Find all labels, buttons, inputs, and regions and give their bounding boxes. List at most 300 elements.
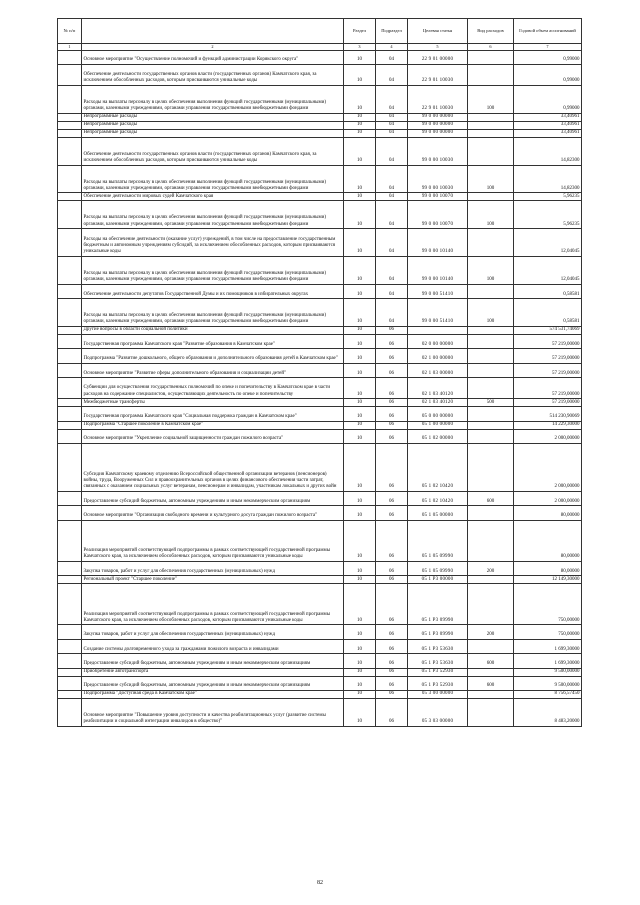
row-razdel-cell: 10 [344, 506, 376, 520]
row-podrazdel-cell: 06 [376, 421, 408, 429]
row-sum-cell: 514 230,90069 [514, 407, 582, 421]
table-row [58, 334, 582, 348]
row-razdel-cell: 10 [344, 326, 376, 334]
table-row [58, 520, 582, 561]
row-razdel-cell: 10 [344, 429, 376, 443]
row-podrazdel-cell: 04 [376, 165, 408, 193]
row-cs-cell: 02 0 00 00000 [408, 334, 468, 348]
row-sum-cell: 80,00000 [514, 520, 582, 561]
row-sum-cell: 2 000,00000 [514, 429, 582, 443]
row-podrazdel-cell: 04 [376, 229, 408, 257]
row-razdel-cell: 10 [344, 654, 376, 668]
row-podrazdel-cell: 06 [376, 690, 408, 698]
row-razdel-cell: 10 [344, 299, 376, 327]
row-podrazdel-cell: 06 [376, 698, 408, 726]
row-name-cell: Межбюджетные трансферты [82, 399, 344, 407]
row-razdel-cell: 10 [344, 334, 376, 348]
row-podrazdel-cell: 06 [376, 520, 408, 561]
row-name-cell: Обеспечение деятельности государственных органов власти (государственных органов) Камчатского края, за исключением обособленных расходов, которым присваиваются уникальные коды [82, 64, 344, 85]
row-cs-cell: 02 1 03 40120 [408, 399, 468, 407]
table-row [58, 421, 582, 429]
row-sum-cell: 57 219,00000 [514, 334, 582, 348]
row-vr-cell [468, 429, 514, 443]
row-sum-cell: 14 229,30000 [514, 421, 582, 429]
row-number-cell [58, 668, 82, 676]
row-number-cell [58, 113, 82, 121]
table-row [58, 121, 582, 129]
row-vr-cell [468, 668, 514, 676]
row-cs-cell [408, 326, 468, 334]
budget-sheet [57, 18, 581, 727]
table-row [58, 86, 582, 114]
row-sum-cell: 57 219,00000 [514, 363, 582, 377]
row-podrazdel-cell: 06 [376, 584, 408, 625]
row-podrazdel-cell: 06 [376, 676, 408, 690]
row-vr-cell: 600 [468, 491, 514, 505]
row-name-cell: Обеспечение деятельности мировых судей Камчатского края [82, 193, 344, 201]
row-razdel-cell: 10 [344, 256, 376, 284]
row-podrazdel-cell: 06 [376, 491, 408, 505]
row-podrazdel-cell: 06 [376, 506, 408, 520]
row-sum-cell: 574 531,74069 [514, 326, 582, 334]
row-name-cell: Предоставление субсидий бюджетным, автономным учреждениям и иным некоммерческим организациям [82, 676, 344, 690]
row-sum-cell: 750,00000 [514, 625, 582, 639]
row-sum-cell: 12,04045 [514, 256, 582, 284]
budget-table [57, 18, 582, 727]
row-number-cell [58, 690, 82, 698]
header-podrazdel: Подраздел [376, 19, 408, 44]
table-row [58, 64, 582, 85]
table-row [58, 576, 582, 584]
row-name-cell: Непрограммные расходы [82, 121, 344, 129]
row-razdel-cell: 10 [344, 193, 376, 201]
row-name-cell: Другие вопросы в области социальной политики [82, 326, 344, 334]
row-number-cell [58, 165, 82, 193]
row-name-cell: Реализация мероприятий соответствующей подпрограммы в рамках соответствующей государственной программы Камчатского края, за исключением обособленных расходов, которым присваиваются уникальные коды [82, 584, 344, 625]
row-vr-cell [468, 334, 514, 348]
table-row [58, 349, 582, 363]
row-vr-cell: 100 [468, 86, 514, 114]
table-row [58, 668, 582, 676]
row-number-cell [58, 137, 82, 165]
row-sum-cell: 0,99000 [514, 86, 582, 114]
row-cs-cell: 05 1 P3 53630 [408, 639, 468, 653]
row-cs-cell: 05 1 05 00000 [408, 506, 468, 520]
row-vr-cell: 100 [468, 256, 514, 284]
row-razdel-cell: 10 [344, 421, 376, 429]
row-cs-cell: 22 9 01 00000 [408, 50, 468, 64]
row-name-cell: Предоставление субсидий бюджетным, автономным учреждениям и иным некоммерческим организациям [82, 491, 344, 505]
row-podrazdel-cell: 04 [376, 86, 408, 114]
row-vr-cell [468, 443, 514, 491]
row-razdel-cell: 10 [344, 284, 376, 298]
row-number-cell [58, 421, 82, 429]
row-cs-cell: 22 9 01 10030 [408, 64, 468, 85]
row-sum-cell: 14,82300 [514, 165, 582, 193]
header-sum: Годовой объем ассигнований [514, 19, 582, 44]
row-razdel-cell: 10 [344, 378, 376, 399]
row-number-cell [58, 121, 82, 129]
row-name-cell: Расходы на выплаты персоналу в целях обеспечения выполнения функций государственными (муниципальными) органами, казенными учреждениями, органами управления государственными внебюджетными фондами [82, 256, 344, 284]
row-razdel-cell: 10 [344, 676, 376, 690]
row-cs-cell: 99 0 00 00000 [408, 129, 468, 137]
row-sum-cell: 2 000,00000 [514, 491, 582, 505]
row-sum-cell: 0,58581 [514, 284, 582, 298]
row-number-cell [58, 429, 82, 443]
row-name-cell: Расходы на выплаты персоналу в целях обеспечения выполнения функций государственными (муниципальными) органами, казенными учреждениями, органами управления государственными внебюджетными фондами [82, 299, 344, 327]
row-vr-cell [468, 520, 514, 561]
row-podrazdel-cell: 06 [376, 399, 408, 407]
row-name-cell: Расходы на выплаты персоналу в целях обеспечения выполнения функций государственными (муниципальными) органами, казенными учреждениями, органами управления государственными внебюджетными фондами [82, 201, 344, 229]
row-name-cell: Обеспечение деятельности государственных органов власти (государственных органов) Камчатского края, за исключением обособленных расходов, которым присваиваются уникальные коды [82, 137, 344, 165]
row-number-cell [58, 284, 82, 298]
row-sum-cell: 80,00000 [514, 506, 582, 520]
row-sum-cell: 5,96235 [514, 193, 582, 201]
row-cs-cell: 05 3 00 00000 [408, 690, 468, 698]
header-no: № п/п [58, 19, 82, 44]
row-number-cell [58, 326, 82, 334]
row-podrazdel-cell: 06 [376, 639, 408, 653]
row-vr-cell [468, 421, 514, 429]
row-sum-cell: 2 000,00000 [514, 443, 582, 491]
row-name-cell: Основное мероприятие "Повышение уровня доступности и качества реабилитационных услуг (развитие системы реабилитации и социальной интеграции инвалидов в общество)" [82, 698, 344, 726]
row-vr-cell [468, 284, 514, 298]
row-podrazdel-cell: 04 [376, 64, 408, 85]
row-number-cell [58, 576, 82, 584]
table-row [58, 676, 582, 690]
row-number-cell [58, 229, 82, 257]
row-name-cell: Реализация мероприятий соответствующей подпрограммы в рамках соответствующей государственной программы Камчатского края, за исключением обособленных расходов, которым присваиваются уникальные коды [82, 520, 344, 561]
row-vr-cell [468, 121, 514, 129]
table-row [58, 193, 582, 201]
row-podrazdel-cell: 06 [376, 378, 408, 399]
row-name-cell: Региональный проект "Старшее поколение" [82, 576, 344, 584]
row-number-cell [58, 491, 82, 505]
row-razdel-cell: 10 [344, 690, 376, 698]
row-name-cell: Расходы на выплаты персоналу в целях обеспечения выполнения функций государственными (муниципальными) органами, казенными учреждениями, органами управления государственными внебюджетными фондами [82, 86, 344, 114]
row-vr-cell: 600 [468, 654, 514, 668]
row-cs-cell: 99 0 00 10030 [408, 137, 468, 165]
row-sum-cell: 12,04045 [514, 229, 582, 257]
row-name-cell: Подпрограмма "Старшее поколение в Камчатском крае" [82, 421, 344, 429]
row-vr-cell: 200 [468, 561, 514, 575]
row-cs-cell: 05 1 P3 52930 [408, 676, 468, 690]
row-sum-cell: 0,99000 [514, 64, 582, 85]
row-vr-cell [468, 584, 514, 625]
row-podrazdel-cell: 06 [376, 576, 408, 584]
row-sum-cell: 1 699,30000 [514, 639, 582, 653]
row-vr-cell [468, 64, 514, 85]
row-name-cell: Непрограммные расходы [82, 113, 344, 121]
row-vr-cell: 500 [468, 399, 514, 407]
table-row [58, 378, 582, 399]
row-cs-cell: 99 0 00 10030 [408, 165, 468, 193]
row-cs-cell: 99 0 00 00000 [408, 121, 468, 129]
table-row [58, 584, 582, 625]
row-sum-cell: 9 500,00000 [514, 668, 582, 676]
row-cs-cell: 05 1 05 09990 [408, 561, 468, 575]
row-vr-cell [468, 378, 514, 399]
row-podrazdel-cell: 06 [376, 334, 408, 348]
row-name-cell: Основное мероприятие "Организация свободного времени и культурного досуга граждан пожилого возраста" [82, 506, 344, 520]
row-razdel-cell: 10 [344, 86, 376, 114]
row-razdel-cell: 10 [344, 698, 376, 726]
header-num-5: 5 [408, 43, 468, 50]
row-podrazdel-cell: 04 [376, 129, 408, 137]
row-name-cell: Основное мероприятие "Укрепление социальной защищенности граждан пожилого возраста" [82, 429, 344, 443]
row-vr-cell [468, 698, 514, 726]
row-number-cell [58, 625, 82, 639]
row-cs-cell: 22 9 01 10030 [408, 86, 468, 114]
row-name-cell: Закупка товаров, работ и услуг для обеспечения государственных (муниципальных) нужд [82, 561, 344, 575]
row-vr-cell [468, 363, 514, 377]
row-podrazdel-cell: 06 [376, 625, 408, 639]
row-sum-cell: 8 483,20000 [514, 698, 582, 726]
table-row [58, 654, 582, 668]
row-cs-cell: 05 1 05 09990 [408, 520, 468, 561]
table-row [58, 326, 582, 334]
row-name-cell: Закупка товаров, работ и услуг для обеспечения государственных (муниципальных) нужд [82, 625, 344, 639]
row-number-cell [58, 256, 82, 284]
row-vr-cell [468, 639, 514, 653]
table-row [58, 50, 582, 64]
row-number-cell [58, 86, 82, 114]
header-name [82, 19, 344, 44]
row-cs-cell: 02 1 03 00000 [408, 363, 468, 377]
row-vr-cell [468, 326, 514, 334]
row-podrazdel-cell: 04 [376, 299, 408, 327]
header-razdel: Раздел [344, 19, 376, 44]
row-cs-cell: 05 1 P3 00000 [408, 576, 468, 584]
row-sum-cell: 33,40961 [514, 129, 582, 137]
row-cs-cell: 99 0 00 51410 [408, 284, 468, 298]
row-number-cell [58, 299, 82, 327]
row-vr-cell [468, 506, 514, 520]
table-row [58, 399, 582, 407]
row-number-cell [58, 407, 82, 421]
row-podrazdel-cell: 06 [376, 443, 408, 491]
row-sum-cell: 33,40961 [514, 121, 582, 129]
table-row [58, 113, 582, 121]
table-row [58, 561, 582, 575]
row-razdel-cell: 10 [344, 363, 376, 377]
row-cs-cell: 99 0 00 10140 [408, 229, 468, 257]
row-cs-cell: 05 3 03 00000 [408, 698, 468, 726]
row-sum-cell: 80,00000 [514, 561, 582, 575]
row-vr-cell [468, 50, 514, 64]
row-podrazdel-cell: 06 [376, 326, 408, 334]
row-number-cell [58, 129, 82, 137]
row-vr-cell [468, 129, 514, 137]
table-row [58, 229, 582, 257]
row-podrazdel-cell: 04 [376, 201, 408, 229]
row-razdel-cell: 10 [344, 349, 376, 363]
row-cs-cell: 05 1 00 00000 [408, 421, 468, 429]
row-razdel-cell: 10 [344, 137, 376, 165]
row-vr-cell [468, 690, 514, 698]
row-razdel-cell: 10 [344, 407, 376, 421]
header-vr: Вид расходов [468, 19, 514, 44]
table-row [58, 698, 582, 726]
row-name-cell: Создание системы долговременного ухода за гражданами пожилого возраста и инвалидами [82, 639, 344, 653]
row-sum-cell: 33,40961 [514, 113, 582, 121]
row-podrazdel-cell: 04 [376, 256, 408, 284]
row-podrazdel-cell: 06 [376, 407, 408, 421]
row-sum-cell: 0,99000 [514, 50, 582, 64]
row-vr-cell [468, 407, 514, 421]
row-razdel-cell: 10 [344, 639, 376, 653]
row-name-cell: Предоставление субсидий бюджетным, автономным учреждениям и иным некоммерческим организациям [82, 654, 344, 668]
row-razdel-cell: 10 [344, 443, 376, 491]
row-vr-cell: 100 [468, 299, 514, 327]
row-razdel-cell: 10 [344, 584, 376, 625]
table-row [58, 690, 582, 698]
row-cs-cell: 05 1 02 10420 [408, 491, 468, 505]
row-name-cell: Государственная программа Камчатского края "Развитие образования в Камчатском крае" [82, 334, 344, 348]
row-name-cell: Субсидия Камчатскому краевому отделению Всероссийской общественной организации ветеранов (пенсионеров) войны, труда, Вооруженных Сил и правоохранительных органов в целях финансового обеспечения части затрат, связанных с оказанием социальных услуг ветеранам, пенсионерам и инвалидам, участникам локальных и других войн [82, 443, 344, 491]
row-sum-cell: 14,82300 [514, 137, 582, 165]
row-razdel-cell: 10 [344, 121, 376, 129]
row-vr-cell [468, 113, 514, 121]
row-number-cell [58, 363, 82, 377]
table-row [58, 256, 582, 284]
row-vr-cell: 100 [468, 165, 514, 193]
row-cs-cell: 05 1 02 10420 [408, 443, 468, 491]
table-row [58, 201, 582, 229]
row-podrazdel-cell: 06 [376, 349, 408, 363]
table-row [58, 165, 582, 193]
row-vr-cell: 600 [468, 676, 514, 690]
row-cs-cell: 02 1 00 00000 [408, 349, 468, 363]
row-vr-cell: 100 [468, 201, 514, 229]
row-sum-cell: 5,96235 [514, 201, 582, 229]
table-row [58, 284, 582, 298]
table-row [58, 363, 582, 377]
row-cs-cell: 99 0 00 00000 [408, 113, 468, 121]
row-name-cell: Расходы на обеспечение деятельности (оказание услуг) учреждений, в том числе на предоставление государственным бюджетным и автономным учреждениям субсидий, за исключением обособленных расходов, которым присваиваются уникальные коды [82, 229, 344, 257]
row-razdel-cell: 10 [344, 520, 376, 561]
row-name-cell: Субвенции для осуществления государственных полномочий по опеке и попечительству в Камчатском крае в части расходов на содержание специалистов, осуществляющих деятельность по опеке и попечительству [82, 378, 344, 399]
row-cs-cell: 05 0 00 00000 [408, 407, 468, 421]
table-row [58, 639, 582, 653]
row-number-cell [58, 399, 82, 407]
row-number-cell [58, 698, 82, 726]
row-sum-cell: 750,00000 [514, 584, 582, 625]
row-cs-cell: 05 1 P3 53630 [408, 654, 468, 668]
row-razdel-cell: 10 [344, 229, 376, 257]
row-name-cell: Приобретение автотранспорта [82, 668, 344, 676]
header-num-4: 4 [376, 43, 408, 50]
row-number-cell [58, 676, 82, 690]
row-vr-cell [468, 349, 514, 363]
row-cs-cell: 99 0 00 10070 [408, 193, 468, 201]
row-number-cell [58, 334, 82, 348]
row-sum-cell: 57 219,00000 [514, 349, 582, 363]
row-razdel-cell: 10 [344, 165, 376, 193]
header-num-3: 3 [344, 43, 376, 50]
row-number-cell [58, 349, 82, 363]
row-name-cell: Расходы на выплаты персоналу в целях обеспечения выполнения функций государственными (муниципальными) органами, казенными учреждениями, органами управления государственными внебюджетными фондами [82, 165, 344, 193]
row-sum-cell: 8 756,57450 [514, 690, 582, 698]
row-podrazdel-cell: 06 [376, 429, 408, 443]
row-podrazdel-cell: 04 [376, 137, 408, 165]
row-name-cell: Основное мероприятие "Осуществление полномочий и функций администрации Корякского округа" [82, 50, 344, 64]
row-cs-cell: 05 1 P3 09990 [408, 584, 468, 625]
row-razdel-cell: 10 [344, 201, 376, 229]
row-podrazdel-cell: 04 [376, 284, 408, 298]
row-cs-cell: 05 1 P3 09990 [408, 625, 468, 639]
table-row [58, 129, 582, 137]
row-name-cell: Подпрограмма "Доступная среда в Камчатском крае" [82, 690, 344, 698]
row-razdel-cell: 10 [344, 399, 376, 407]
header-num-2: 2 [82, 43, 344, 50]
row-razdel-cell: 10 [344, 64, 376, 85]
row-number-cell [58, 520, 82, 561]
header-num-1: 1 [58, 43, 82, 50]
row-vr-cell [468, 193, 514, 201]
table-row [58, 299, 582, 327]
table-row [58, 429, 582, 443]
row-number-cell [58, 506, 82, 520]
row-number-cell [58, 561, 82, 575]
row-vr-cell: 200 [468, 625, 514, 639]
row-razdel-cell: 10 [344, 625, 376, 639]
row-name-cell: Основное мероприятие "Развитие сферы дополнительного образования и социализации детей" [82, 363, 344, 377]
header-row [58, 19, 582, 44]
table-row [58, 443, 582, 491]
row-cs-cell: 99 0 00 51410 [408, 299, 468, 327]
table-row [58, 137, 582, 165]
row-cs-cell: 99 0 00 10070 [408, 201, 468, 229]
header-num-6: 6 [468, 43, 514, 50]
header-num-7: 7 [514, 43, 582, 50]
row-number-cell [58, 378, 82, 399]
row-razdel-cell: 10 [344, 668, 376, 676]
row-razdel-cell: 10 [344, 576, 376, 584]
row-sum-cell: 1 699,30000 [514, 654, 582, 668]
page-number: 82 [317, 880, 323, 886]
row-podrazdel-cell: 04 [376, 113, 408, 121]
table-row [58, 407, 582, 421]
table-row [58, 506, 582, 520]
row-razdel-cell: 10 [344, 129, 376, 137]
row-sum-cell: 0,58581 [514, 299, 582, 327]
row-number-cell [58, 639, 82, 653]
row-vr-cell [468, 576, 514, 584]
table-row [58, 625, 582, 639]
header-cs: Целевая статья [408, 19, 468, 44]
row-razdel-cell: 10 [344, 50, 376, 64]
header-number-row [58, 43, 582, 50]
row-cs-cell: 99 0 00 10140 [408, 256, 468, 284]
row-podrazdel-cell: 06 [376, 668, 408, 676]
row-number-cell [58, 443, 82, 491]
row-number-cell [58, 193, 82, 201]
row-vr-cell [468, 229, 514, 257]
row-sum-cell: 12 149,30000 [514, 576, 582, 584]
row-podrazdel-cell: 06 [376, 561, 408, 575]
row-sum-cell: 9 500,00000 [514, 676, 582, 690]
row-number-cell [58, 584, 82, 625]
row-podrazdel-cell: 06 [376, 654, 408, 668]
row-name-cell: Обеспечение деятельности депутатов Государственной Думы и их помощников в избирательных округах [82, 284, 344, 298]
row-name-cell: Государственная программа Камчатского края "Социальная поддержка граждан в Камчатском крае" [82, 407, 344, 421]
row-cs-cell: 05 1 P3 52930 [408, 668, 468, 676]
row-podrazdel-cell: 04 [376, 50, 408, 64]
row-cs-cell: 05 1 02 00000 [408, 429, 468, 443]
row-podrazdel-cell: 04 [376, 121, 408, 129]
row-number-cell [58, 201, 82, 229]
